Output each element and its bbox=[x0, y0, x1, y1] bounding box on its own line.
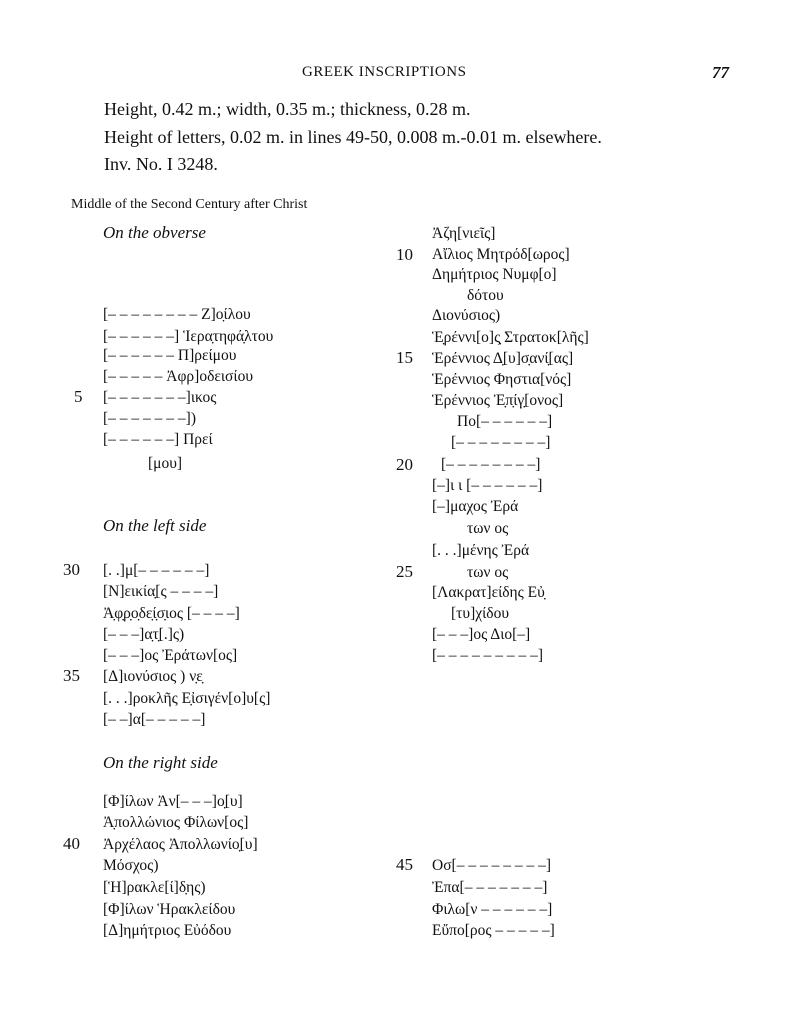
lower-right-line: Φιλω[ν – – – – – –] bbox=[432, 901, 553, 918]
line-number: 10 bbox=[396, 245, 413, 264]
line-number: 45 bbox=[396, 855, 413, 874]
line-number: 30 bbox=[63, 560, 80, 579]
right-column-line: [– – – – – – – –] bbox=[441, 456, 541, 473]
right-side-line: Μόσχος) bbox=[103, 857, 159, 874]
right-column-line: [–]ι ι [– – – – – –] bbox=[432, 477, 543, 494]
lower-right-line: Ἐπα[– – – – – – –] bbox=[432, 879, 548, 896]
obverse-line: [– – – – – – – – Ζ]ο̣ίλου bbox=[103, 306, 251, 323]
spec-letter-height: Height of letters, 0.02 m. in lines 49-50, 0.008 m.-0.01 m. elsewhere. bbox=[104, 127, 602, 147]
right-side-line: Ἀρχέλαος Ἀπολλωνίο̣[υ] bbox=[103, 836, 258, 853]
date-line: Middle of the Second Century after Christ bbox=[71, 197, 308, 212]
left-side-line: [– – –]ος Ἐράτων[ος] bbox=[103, 647, 238, 664]
obverse-heading: On the obverse bbox=[103, 223, 206, 242]
line-number: 15 bbox=[396, 348, 413, 367]
right-column-line: [– – –]ος Διο[–] bbox=[432, 626, 531, 643]
right-side-line: [Φ]ίλων Ἀν[– – –]ο̣[υ] bbox=[103, 793, 243, 810]
right-column-line: Αἴλιος Μητρόδ[ωρος] bbox=[432, 246, 570, 263]
obverse-line: [– – – – – – Π]ρείμου bbox=[103, 347, 237, 364]
right-column-line: Ἑρέννιος Φηστια[νός] bbox=[432, 371, 572, 388]
left-side-line: [Ν]εικία̣[ς – – – –] bbox=[103, 583, 219, 600]
right-column-line: [– – – – – – – –] bbox=[451, 434, 551, 451]
right-column-line: Ἑρέννιος Δ̣[υ]σ̣ανί̣[ας] bbox=[432, 350, 574, 367]
left-side-line: [. . .]ροκλῆς Ε̣ἰσιγέν[ο]υ[ς] bbox=[103, 690, 271, 707]
right-column-line: [τυ]χίδου bbox=[451, 605, 510, 622]
line-number: 5 bbox=[74, 387, 83, 406]
right-column-line: των ος bbox=[467, 564, 509, 581]
line-number: 40 bbox=[63, 834, 80, 853]
right-side-line: [Δ]ημήτριος Εὐόδου bbox=[103, 922, 232, 939]
right-column-line: Πο[– – – – – –] bbox=[457, 413, 553, 430]
right-column-line: Ἀζη[νιεῖς] bbox=[432, 225, 496, 242]
obverse-line: [– – – – – – –]) bbox=[103, 410, 196, 427]
right-side-line: Ἀ̣πολλώνιος Φίλων[ος] bbox=[103, 814, 249, 831]
line-number: 25 bbox=[396, 562, 413, 581]
right-column-line: δότου bbox=[467, 287, 504, 304]
lower-right-line: Εὔπο[ρος – – – – –] bbox=[432, 922, 555, 939]
right-column-line: Ἑρέννιος Ἐ̣π̣ίγ̣[ονος] bbox=[432, 392, 564, 409]
right-column-line: [. . .]μένης Ἐρά bbox=[432, 542, 530, 559]
lower-right-line: Οσ[– – – – – – – –] bbox=[432, 857, 551, 874]
left-side-line: Ἀ̣φ̣ρ̣ο̣δε̣ί̣σ̣ιος [– – – –] bbox=[103, 605, 240, 622]
left-side-heading: On the left side bbox=[103, 516, 207, 535]
obverse-line: [– – – – – Ἀφρ]οδεισίου bbox=[103, 368, 254, 385]
right-column-line: των ος bbox=[467, 520, 509, 537]
right-column-line: Ἑ̣ρέννι[ο]ς̣ Στρατοκ[λῆς] bbox=[432, 329, 589, 346]
right-side-line: [Φ]ίλων Ἡρακλείδου bbox=[103, 901, 236, 918]
obverse-line: [– – – – – –] Πρεί bbox=[103, 431, 213, 448]
right-column-line: [– – – – – – – – –] bbox=[432, 647, 544, 664]
spec-inventory: Inv. No. I 3248. bbox=[104, 154, 218, 174]
left-side-line: [. .]μ[– – – – – –] bbox=[103, 562, 210, 579]
spec-dimensions: Height, 0.42 m.; width, 0.35 m.; thickness, 0.28 m. bbox=[104, 99, 471, 119]
right-column-line: Διονύσιος) bbox=[432, 307, 501, 324]
right-side-line: [Ἡ]ρακλε[ί]δ̣ης) bbox=[103, 879, 206, 896]
page-number: 77 bbox=[712, 63, 729, 82]
line-number: 35 bbox=[63, 666, 80, 685]
left-side-line: [– – –]α̣τ̣[.]ς) bbox=[103, 626, 185, 643]
right-side-heading: On the right side bbox=[103, 753, 218, 772]
running-title: GREEK INSCRIPTIONS bbox=[302, 64, 467, 80]
obverse-line: [– – – – – – –]ικος bbox=[103, 389, 217, 406]
right-column-line: [Λακρατ]είδης Εὐ̣ bbox=[432, 584, 545, 601]
obverse-line: [μου] bbox=[148, 455, 183, 472]
right-column-line: [–]μαχος Ἐρά bbox=[432, 498, 519, 515]
left-side-line: [– –]α[– – – – –] bbox=[103, 711, 206, 728]
right-column-line: Δημήτριος Νυμφ[ο] bbox=[432, 266, 557, 283]
line-number: 20 bbox=[396, 455, 413, 474]
obverse-line: [– – – – – –] Ἱερα̣τηφά̣λτου bbox=[103, 328, 274, 345]
left-side-line: [Δ]ιονύσιος ) ν̣ε̣ bbox=[103, 668, 203, 685]
